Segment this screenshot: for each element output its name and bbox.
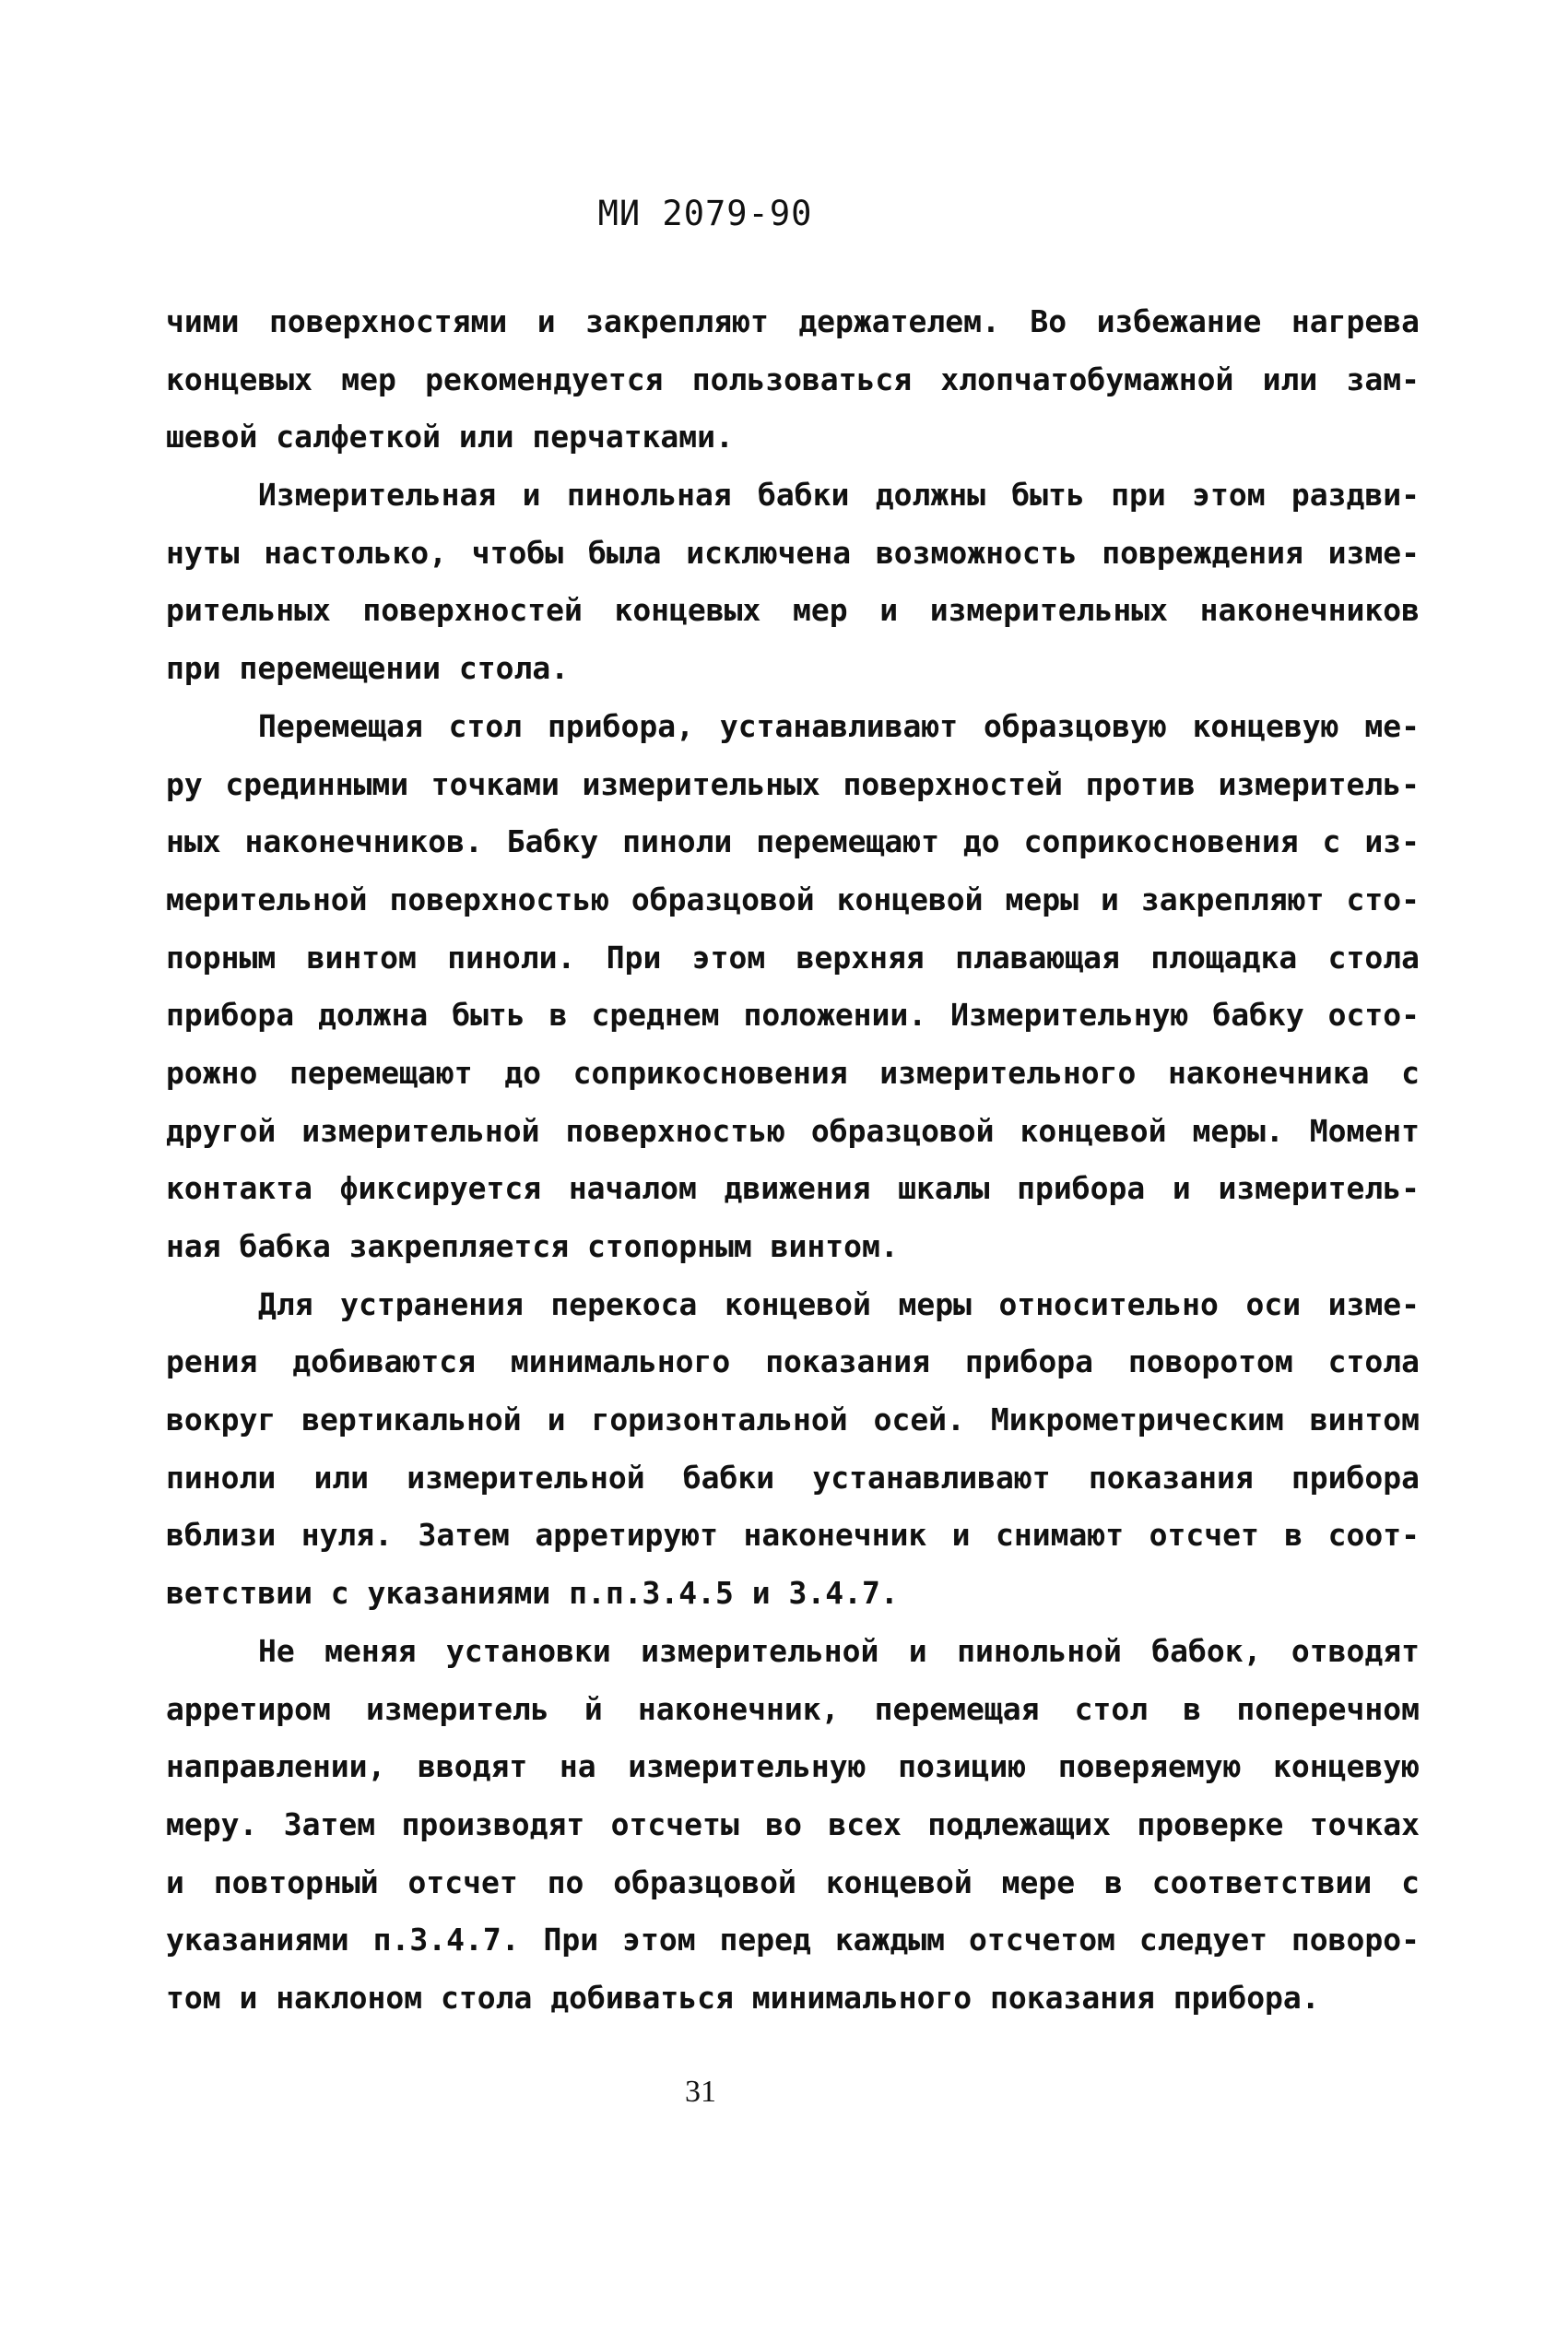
text-line: ветствии с указаниями п.п.3.4.5 и 3.4.7. [166, 1575, 899, 1612]
text-line: шевой салфеткой или перчатками. [166, 419, 734, 456]
text-line: ных наконечников. Бабку пиноли перемещают до соприкосновения с из- [166, 823, 1420, 860]
text-line: ру срединными точками измерительных поверхностей против измеритель- [166, 765, 1420, 802]
text-line: и повторный отсчет по образцовой концевой мере в соответствии с [166, 1864, 1420, 1900]
body-text [166, 293, 1420, 2028]
text-line: Перемещая стол прибора, устанавливают образцовую концевую ме- [258, 707, 1420, 744]
text-line: арретиром измеритель й наконечник, перемещая стол в поперечном [166, 1690, 1420, 1727]
text-line: вокруг вертикальной и горизонтальной осей. Микрометрическим винтом [166, 1402, 1420, 1438]
text-line: Измерительная и пинольная бабки должны быть при этом раздви- [258, 477, 1420, 514]
text-line: ная бабка закрепляется стопорным винтом. [166, 1228, 899, 1264]
text-line: вблизи нуля. Затем арретируют наконечник и снимают отсчет в соот- [166, 1517, 1420, 1554]
text-line: чими поверхностями и закрепляют держателем. Во избежание нагрева [166, 303, 1420, 339]
text-line: концевых мер рекомендуется пользоваться хлопчатобумажной или зам- [166, 361, 1420, 397]
text-line: пиноли или измерительной бабки устанавливают показания прибора [166, 1459, 1420, 1496]
text-line: другой измерительной поверхностью образцовой концевой меры. Момент [166, 1112, 1420, 1149]
text-line: меру. Затем производят отсчеты во всех подлежащих проверке точках [166, 1805, 1420, 1842]
text-line: контакта фиксируется началом движения шкалы прибора и измеритель- [166, 1170, 1420, 1207]
text-line: прибора должна быть в среднем положении. Измерительную бабку осто- [166, 997, 1420, 1034]
document-header: МИ 2079-90 [597, 194, 813, 233]
text-line: рения добиваются минимального показания прибора поворотом стола [166, 1343, 1420, 1380]
text-line: том и наклоном стола добиваться минимального показания прибора. [166, 1979, 1320, 2016]
text-line: нуты настолько, чтобы была исключена возможность повреждения изме- [166, 534, 1420, 571]
page-number: 31 [685, 2075, 716, 2109]
text-line: Для устранения перекоса концевой меры относительно оси изме- [258, 1285, 1420, 1322]
text-line: направлении, вводят на измерительную позицию поверяемую концевую [166, 1748, 1420, 1785]
text-line: мерительной поверхностью образцовой концевой меры и закрепляют сто- [166, 881, 1420, 917]
text-line: указаниями п.3.4.7. При этом перед каждым отсчетом следует поворо- [166, 1922, 1420, 1958]
text-line: при перемещении стола. [166, 650, 570, 687]
text-line: порным винтом пиноли. При этом верхняя плавающая площадка стола [166, 939, 1420, 976]
text-line: рожно перемещают до соприкосновения измерительного наконечника с [166, 1054, 1420, 1091]
text-line: рительных поверхностей концевых мер и измерительных наконечников [166, 592, 1420, 629]
text-line: Не меняя установки измерительной и пинольной бабок, отводят [258, 1632, 1420, 1669]
